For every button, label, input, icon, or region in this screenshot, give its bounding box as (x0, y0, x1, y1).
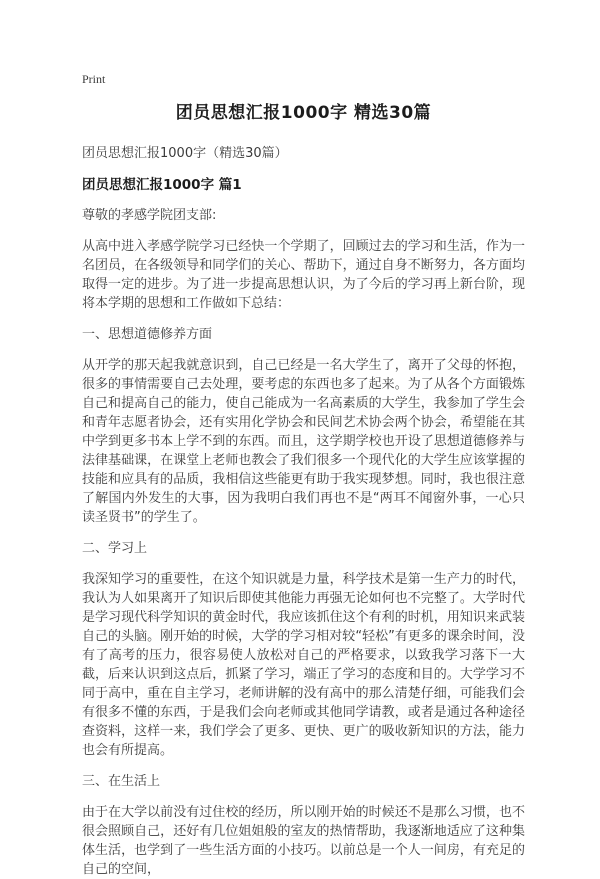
salutation: 尊敬的孝感学院团支部: (82, 208, 217, 223)
paragraph-intro: 从高中进入孝感学院学习已经快一个学期了，回顾过去的学习和生活，作为一名团员，在各级领导和同学们的关心、帮助下，通过自身不断努力，各方面均取得一定的进步。为了进一步提高思想认识，为了今后的学习再上新台阶，现将本学期的思想和工作做如下总结： (82, 239, 525, 311)
paragraph-section-3: 由于在大学以前没有过住校的经历，所以刚开始的时候还不是那么习惯，也不很会照顾自己，还好有几位姐姐般的室友的热情帮助，我逐渐地适应了这种集体生活，也学到了一些生活方面的小技巧。以前总是一个人一间房，有充足的自己的空间， (82, 805, 525, 877)
section-heading-3: 三、在生活上 (82, 774, 161, 789)
page-title: 团员思想汇报1000字 精选30篇 (175, 103, 432, 123)
section-heading-2: 二、学习上 (82, 541, 148, 556)
paragraph-section-1: 从开学的那天起我就意识到，自己已经是一名大学生了，离开了父母的怀抱，很多的事情需要自己去处理，要考虑的东西也多了起来。为了从各个方面锻炼自己和提高自己的能力，使自己能成为一名高素质的大学生，我参加了学生会和青年志愿者协会，还有实用化学协会和民间艺术协会两个协会，希望能在其中学到更多书本上学不到的东西。而且，这学期学校也开设了思想道德修养与法律基础课，在课堂上老师也教会了我们很多一个现代化的大学生应该掌握的技能和应具有的品质，我相信这些能更有助于我实现梦想。同时，我也很注意了解国内外发生的大事，因为我明白我们再也不是“两耳不闻窗外事，一心只读圣贤书”的学生了。 (82, 358, 525, 525)
document-subtitle: 团员思想汇报1000字（精选30篇） (82, 146, 288, 161)
section-heading-1: 一、思想道德修养方面 (82, 327, 213, 342)
print-link[interactable]: Print (82, 72, 106, 86)
article-heading: 团员思想汇报1000字 篇1 (82, 177, 242, 193)
paragraph-section-2: 我深知学习的重要性，在这个知识就是力量，科学技术是第一生产力的时代，我认为人如果离开了知识后即使其他能力再强无论如何也不完整了。大学时代是学习现代科学知识的黄金时代，我应该抓住这个有利的时机，用知识来武装自己的头脑。刚开始的时候，大学的学习相对较“轻松”有更多的课余时间，没有了高考的压力，很容易使人放松对自己的严格要求，以致我学习落下一大截，后来认识到这点后，抓紧了学习，端正了学习的态度和目的。大学学习不同于高中，重在自主学习，老师讲解的没有高中的那么清楚仔细，可能我们会有很多不懂的东西，于是我们会向老师或其他同学请教，或者是通过各种途径查资料，这样一来，我们学会了更多、更快、更广的吸收新知识的方法，能力也会有所提高。 (82, 572, 525, 758)
